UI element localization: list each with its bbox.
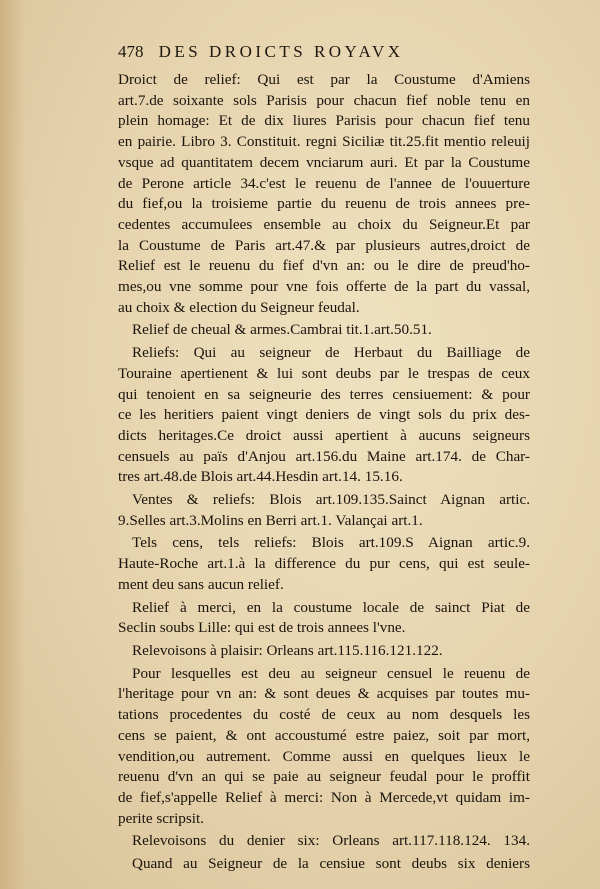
text-line: cens se paient, & ont accoustumé estre paiez, soit par mort, <box>118 726 530 744</box>
text-line: vsque ad quantitatem decem vnciarum auri. Et par la Coustume <box>118 153 530 171</box>
text-line: de Perone article 34.c'est le reuenu de l'annee de l'ouuerture <box>118 174 530 192</box>
text-line: perite scripsit. <box>118 809 205 827</box>
text-line: Relevoisons du denier six: Orleans art.117.118.124. 134. <box>132 832 530 850</box>
text-line: Quand au Seigneur de la censiue sont deubs six deniers <box>132 855 530 873</box>
text-line: Reliefs: Qui au seigneur de Herbaut du Bailliage de <box>132 344 530 362</box>
text-line: tres art.48.de Blois art.44.Hesdin art.14. 15.16. <box>118 468 403 486</box>
text-line: art.7.de soixante sols Parisis pour chacun fief noble tenu en <box>118 91 530 109</box>
text-line: au choix & election du Seigneur feudal. <box>118 298 360 316</box>
text-line: du fief,ou la troisieme partie du reuenu de trois annees pre- <box>118 195 530 213</box>
body-text <box>118 70 530 875</box>
text-line: Ventes & reliefs: Blois art.109.135.Sainct Aignan artic. <box>132 491 530 509</box>
text-line: Seclin soubs Lille: qui est de trois annees l'vne. <box>118 619 406 637</box>
text-line: Tels cens, tels reliefs: Blois art.109.S Aignan artic.9. <box>132 534 530 552</box>
text-line: plein homage: Et de dix liures Parisis pour chacun fief tenu <box>118 112 530 130</box>
text-line: vendition,ou autrement. Comme aussi en quelques lieux le <box>118 747 530 765</box>
text-line: Relief de cheual & armes.Cambrai tit.1.art.50.51. <box>132 321 432 339</box>
text-line: de fief,s'appelle Relief à merci: Non à Mercede,vt quidam im- <box>118 788 530 806</box>
text-line: l'heritage pour vn an: & sont deues & acquises par toutes mu- <box>118 685 530 703</box>
text-line: Haute-Roche art.1.à la difference du pur cens, qui est seule- <box>118 555 530 573</box>
text-line: Pour lesquelles est deu au seigneur censuel le reuenu de <box>132 664 530 682</box>
text-line: dicts heritages.Ce droict aussi apertient à aucuns seigneurs <box>118 426 530 444</box>
page-number: 478 <box>118 42 144 61</box>
text-line: Relief à merci, en la coustume locale de sainct Piat de <box>132 598 530 616</box>
text-line: Relief est le reuenu du fief d'vn an: ou le dire de preud'ho- <box>118 257 530 275</box>
text-line: en pairie. Libro 3. Constituit. regni Siciliæ tit.25.fit mentio releuij <box>118 133 530 151</box>
text-line: Touraine apertienent & lui sont deubs par le trespas de ceux <box>118 364 530 382</box>
running-head <box>118 42 538 68</box>
text-line: reuenu d'vn an qui se paie au seigneur feudal pour le proffit <box>118 768 530 786</box>
text-line: Relevoisons à plaisir: Orleans art.115.116.121.122. <box>132 641 443 659</box>
text-line: ment deu sans aucun relief. <box>118 575 284 593</box>
running-title: DES DROICTS ROYAVX <box>158 42 404 61</box>
text-line: qui tenoient en sa seigneurie des terres censiuement: & pour <box>118 385 530 403</box>
text-line: 9.Selles art.3.Molins en Berri art.1. Valançai art.1. <box>118 511 423 529</box>
text-line: ce les heritiers paient vingt deniers de vingt sols du prix des- <box>118 406 530 424</box>
text-line: tations procedentes du costé de ceux au nom desquels les <box>118 706 530 724</box>
text-line: cedentes accumulees ensemble au choix du Seigneur.Et par <box>118 215 530 233</box>
text-line: la Coustume de Paris art.47.& par plusieurs autres,droict de <box>118 236 530 254</box>
text-line: Droict de relief: Qui est par la Coustume d'Amiens <box>118 71 530 88</box>
text-line: mes,ou vne somme pour vne fois offerte de la part du vassal, <box>118 278 530 296</box>
text-line: censuels au païs d'Anjou art.156.du Maine art.174. de Char- <box>118 447 530 465</box>
